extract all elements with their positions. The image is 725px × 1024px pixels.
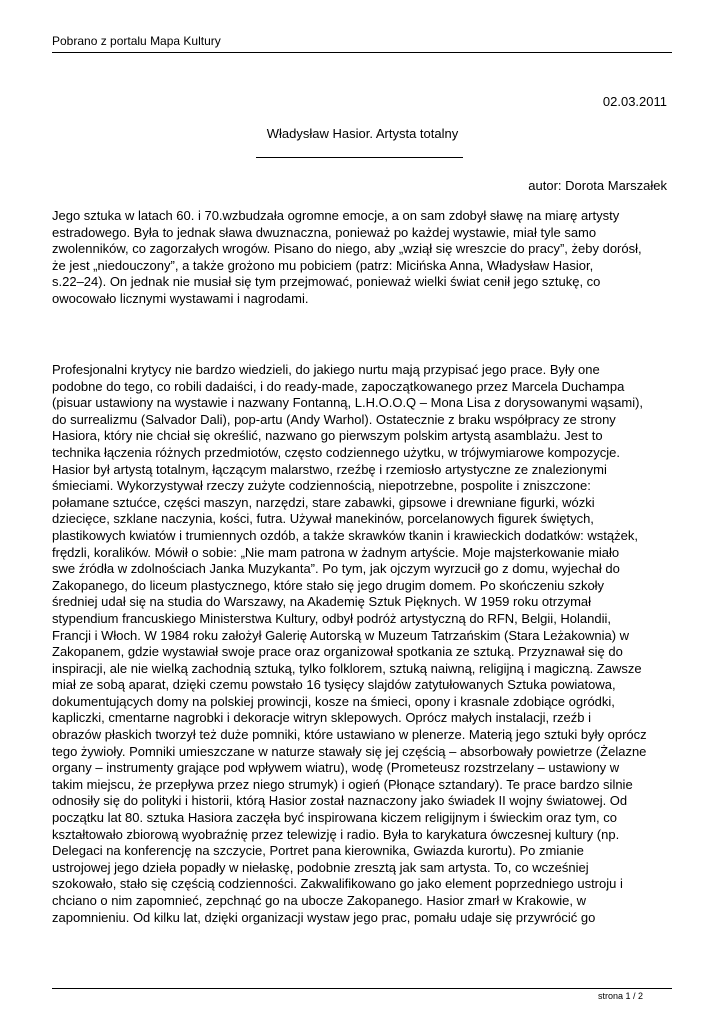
text-line: (pisuar ustawiony na wystawie i nazwany Fontanną, L.H.O.O.Q – Mona Lisa z dorysowanymi wąsami),	[52, 395, 644, 411]
text-line: połamane sztućce, części maszyn, narzędzi, stare zabawki, gipsowe i drewniane figurki, wózki	[52, 494, 595, 510]
text-line: Jego sztuka w latach 60. i 70.wzbudzała ogromne emocje, a on sam zdobył sławę na miarę artysty	[52, 208, 620, 223]
paragraph-main	[52, 362, 677, 926]
text-line: swe źródła w zdolnościach Janka Muzykanta”. Po tym, jak ojczym wyrzucił go z domu, wyjechał do	[52, 561, 620, 577]
text-line: początku lat 80. sztuka Hasiora zaczęła być inspirowana kiczem religijnym i świeckim oraz tym, co	[52, 810, 617, 826]
text-line: tego żywioły. Pomniki umieszczane w naturze stawały się jej częścią – absorbowały powietrze (Żelazne	[52, 743, 647, 759]
text-line: Zakopanem, gdzie wystawiał swoje prace oraz organizował spotkania ze sztuką. Przyznawał się do	[52, 644, 623, 660]
text-line: estradowego. Była to jednak sława dwuznaczna, ponieważ po każdej wystawie, miał tyle samo	[52, 224, 597, 240]
text-line: podobne do tego, co robili dadaiści, i do ready-made, zapoczątkowanego przez Marcela Duchampa	[52, 378, 625, 394]
text-line: średniej udał się na studia do Warszawy, na Akademię Sztuk Pięknych. W 1959 roku otrzymał	[52, 594, 592, 610]
text-line: miał ze sobą aparat, dzięki czemu powstało 16 tysięcy slajdów zatytułowanych Sztuka powiatowa,	[52, 677, 616, 693]
text-line: zwolenników, co zagorzałych wrogów. Pisano do niego, aby „wziął się wreszcie do pracy”, żeby dorósł,	[52, 241, 642, 257]
text-line: owocowało licznymi wystawami i nagrodami.	[52, 290, 309, 306]
text-line: że jest „niedouczony”, a także grożono mu pobiciem (patrz: Micińska Anna, Władysław Hasior,	[52, 257, 594, 273]
text-line: technika łączenia różnych przedmiotów, często codziennego użytku, w trójwymiarowe kompozycje.	[52, 444, 620, 460]
text-line: kapliczki, cmentarne nagrobki i dekoracje witryn sklepowych. Oprócz małych instalacji, rzeźb i	[52, 710, 591, 726]
text-line: obrazów płaskich tworzył też duże pomniki, które ustawiano w plenerze. Materią jego sztuki były oprócz	[52, 727, 647, 743]
text-line: stypendium francuskiego Ministerstwa Kultury, odbył podróż artystyczną do RFN, Belgii, Holandii,	[52, 610, 611, 626]
title-underline	[256, 157, 463, 158]
text-line: dziecięce, szklane naczynia, kości, futra. Używał manekinów, porcelanowych figurek świętych,	[52, 511, 594, 527]
text-line: s.22–24). On jednak nie musiał się tym przejmować, ponieważ wielki świat cenił jego sztukę, co	[52, 274, 601, 290]
text-line: Zakopanego, do liceum plastycznego, które stało się jego drugim domem. Po skończeniu szkoły	[52, 577, 605, 593]
portal-source-header: Pobrano z portalu Mapa Kultury	[52, 34, 221, 48]
text-line: ustrojowej jego dzieła popadły w niełaskę, podobnie zresztą jak sam artysta. To, co wcześniej	[52, 859, 589, 875]
text-line: kształtowało zbiorową wyobraźnię przez telewizję i radio. Była to karykatura ówczesnej kultury (np.	[52, 826, 620, 842]
text-line: inspiracji, ale nie wielką zachodnią sztuką, tylko folklorem, sztuką naiwną, religijną i magiczną. Zawsze	[52, 660, 642, 676]
text-line: zapomnieniu. Od kilku lat, dzięki organizacji wystaw jego prac, pomału udaje się przywrócić go	[52, 909, 596, 925]
text-line: dokumentujących domy na polskiej prowincji, kosze na śmieci, opony i krasnale zdobiące ogródki,	[52, 693, 615, 709]
text-line: frędzli, koralików. Mówił o sobie: „Nie mam patrona w żadnym artyście. Moje majsterkowanie miało	[52, 544, 620, 560]
footer-divider	[52, 988, 672, 989]
header-divider	[52, 52, 672, 53]
text-line: Hasiora, który nie chciał się określić, nazwano go pierwszym polskim artystą asamblażu. Jest to	[52, 428, 603, 444]
article-date: 02.03.2011	[602, 94, 667, 109]
text-line: plastikowych kwiatów i trumiennych ozdób, a także skrawków tkanin i krawieckich dodatków: wstążek,	[52, 527, 638, 543]
text-line: odnosiły się do polityki i historii, którą Hasior został naznaczony jako świadek II wojny światowej. Od	[52, 793, 628, 809]
page-number: strona 1 / 2	[597, 991, 643, 1001]
text-line: do surrealizmu (Salvador Dali), pop-artu (Andy Warhol). Ostatecznie z braku współpracy ze strony	[52, 411, 616, 427]
text-line: Profesjonalni krytycy nie bardzo wiedzieli, do jakiego nurtu mają przypisać jego prace. Były one	[52, 362, 600, 377]
paragraph-intro	[52, 208, 677, 308]
text-line: takim miejscu, że przepływa przez niego strumyk) i ogień (Płonące sztandary). Te prace bardzo silnie	[52, 776, 633, 792]
text-line: Delegaci na konferencję na szczycie, Portret pana kierownika, Gwiazda kurortu). Po zmianie	[52, 843, 584, 859]
article-title: Władysław Hasior. Artysta totalny	[266, 126, 459, 141]
text-line: chciano o nim zapomnieć, zepchnąć go na ubocze Zakopanego. Hasior zmarł w Krakowie, w	[52, 893, 586, 908]
article-author: autor: Dorota Marszałek	[528, 178, 667, 193]
text-line: Hasior był artystą totalnym, łączącym malarstwo, rzeźbę i rzemiosło artystyczne ze znalezionymi	[52, 461, 607, 477]
text-line: organy – instrumenty grające pod wpływem wiatru), wodę (Prometeusz rozstrzelany – ustawiony w	[52, 760, 620, 776]
text-line: Francji i Włoch. W 1984 roku założył Galerię Autorską w Muzeum Tatrzańskim (Stara Leżakownia) w	[52, 627, 630, 643]
text-line: szokowało, stało się częścią codzienności. Zakwalifikowano go jako element poprzedniego ustroju i	[52, 876, 623, 892]
text-line: śmieciami. Wykorzystywał rzeczy zużyte codziennością, niepotrzebne, pospolite i zniszczone:	[52, 478, 591, 494]
